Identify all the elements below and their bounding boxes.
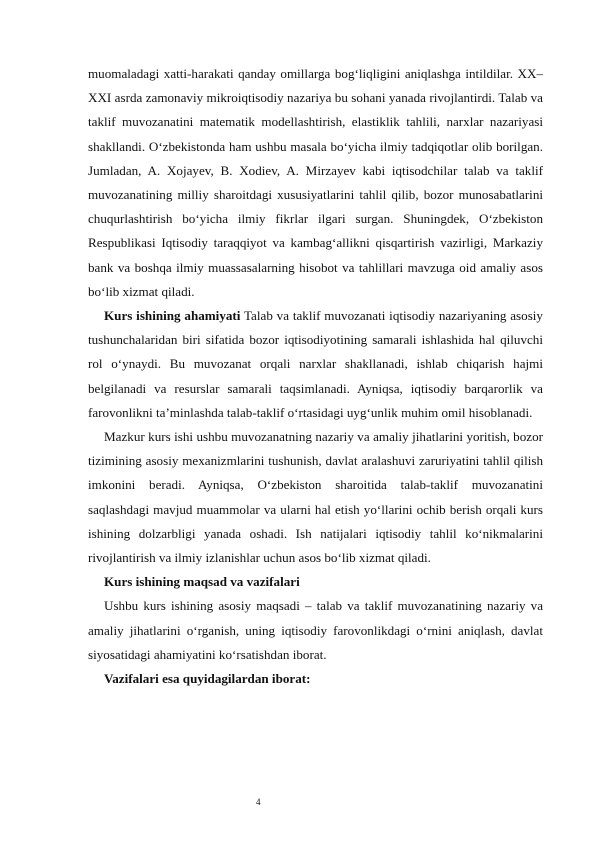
paragraph-importance — [88, 304, 543, 425]
paragraph-history: muomaladagi xatti-harakati qanday omillarga bog‘liqligini aniqlashga intildilar. XX–XXI asrda zamonaviy mikroiqtisodiy nazariya bu sohani yanada rivojlantirdi. Talab va taklif muvozanatini matematik modellashtirish, elastiklik tahlili, narxlar nazariyasi shakllandi. O‘zbekistonda ham ushbu masala bo‘yicha ilmiy tadqiqotlar olib borilgan. Jumladan, A. Xojayev, B. Xodiev, A. Mirzayev kabi iqtisodchilar talab va taklif muvozanatining milliy sharoitdagi xususiyatlarini tahlil qilib, bozor munosabatlarini chuqurlashtirish bo‘yicha ilmiy fikrlar ilgari surgan. Shuningdek, O‘zbekiston Respublikasi Iqtisodiy taraqqiyot va kambag‘allikni qisqartirish vazirligi, Markaziy bank va boshqa ilmiy muassasalarning hisobot va tahlillari mavzuga oid amaliy asos bo‘lib xizmat qiladi. — [88, 66, 543, 299]
paragraph-goal: Ushbu kurs ishining asosiy maqsadi – talab va taklif muvozanatining nazariy va amaliy jihatlarini o‘rganish, uning iqtisodiy farovonlikdagi o‘rnini aniqlash, davlat siyosatidagi ahamiyatini ko‘rsatishdan iborat. — [88, 598, 543, 662]
document-page — [88, 62, 543, 691]
heading-tasks: Vazifalari esa quyidagilardan iborat: — [104, 671, 311, 687]
page-number: 4 — [256, 797, 261, 807]
importance-lead: Kurs ishining ahamiyati — [104, 308, 241, 324]
paragraph-relevance: Mazkur kurs ishi ushbu muvozanatning nazariy va amaliy jihatlarini yoritish, bozor tizimining asosiy mexanizmlarini tushunish, davlat aralashuvi zaruriyatini tahlil qilish imkonini beradi. Ayniqsa, O‘zbekiston sharoitida talab-taklif muvozanatini saqlashdagi mavjud muammolar va ularni hal etish yo‘llarini ochib berish orqali kurs ishining dolzarbligi yanada oshadi. Ish natijalari iqtisodiy tahlil ko‘nikmalarini rivojlantirish va ilmiy izlanishlar uchun asos bo‘lib xizmat qiladi. — [88, 429, 543, 566]
importance-text: Talab va taklif muvozanati iqtisodiy nazariyaning asosiy tushunchalaridan biri sifatida bozor iqtisodiyotining samarali ishlashida hal qiluvchi rol o‘ynaydi. Bu muvozanat orqali narxlar shakllanadi, ishlab chiqarish hajmi belgilanadi va resurslar samarali taqsimlanadi. Ayniqsa, iqtisodiy barqarorlik va farovonlikni ta’minlashda talab-taklif o‘rtasidagi uyg‘unlik muhim omil hisoblanadi. — [88, 308, 543, 420]
heading-goals: Kurs ishining maqsad va vazifalari — [104, 574, 300, 590]
